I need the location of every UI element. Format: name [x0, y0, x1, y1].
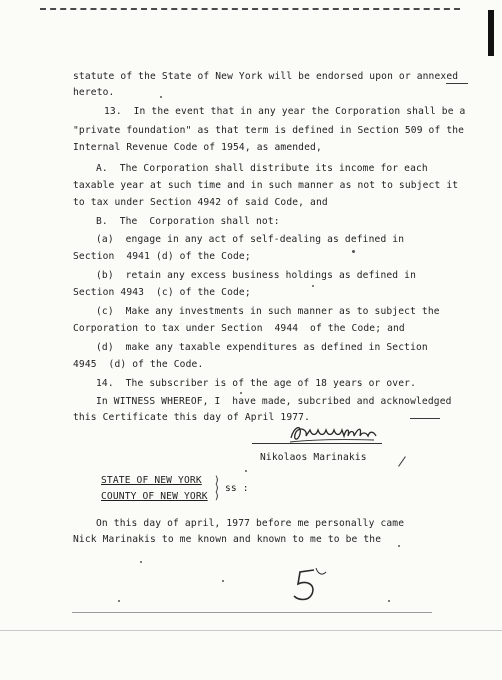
scan-artifact	[446, 83, 468, 84]
signature-line	[252, 443, 382, 444]
scan-speck	[245, 470, 247, 472]
scan-speck	[388, 600, 390, 602]
text-line: Section 4943 (c) of the Code;	[73, 287, 251, 298]
scan-artifact	[410, 418, 440, 419]
scan-speck	[160, 96, 162, 98]
text-line: taxable year at such time and in such manner as not to subject it	[73, 180, 459, 191]
text-line: statute of the State of New York will be endorsed upon or annexed	[73, 71, 459, 82]
text-line: (d) make any taxable expenditures as defined in Section	[96, 342, 428, 353]
text-line: (b) retain any excess business holdings as defined in	[96, 270, 416, 281]
page-bottom-edge	[0, 630, 502, 631]
text-line: (c) Make any investments in such manner as to subject the	[96, 306, 440, 317]
venue-state: STATE OF NEW YORK	[101, 475, 202, 486]
text-line: hereto.	[73, 87, 115, 98]
text-line: On this day of april, 1977 before me personally came	[96, 518, 405, 529]
scan-speck	[222, 580, 224, 582]
text-line: A. The Corporation shall distribute its income for each	[96, 163, 428, 174]
venue-bracket: )	[214, 491, 220, 502]
scan-speck	[240, 392, 242, 394]
text-line: (a) engage in any act of self-dealing as defined in	[96, 234, 405, 245]
venue-bracket: )	[214, 483, 220, 494]
scan-speck	[398, 545, 400, 547]
text-line: Internal Revenue Code of 1954, as amended,	[73, 142, 322, 153]
top-border-dashes	[40, 8, 460, 10]
scan-speck	[118, 600, 120, 602]
text-line: to tax under Section 4942 of said Code, and	[73, 197, 328, 208]
text-line: Section 4941 (d) of the Code;	[73, 251, 251, 262]
text-line: "private foundation" as that term is defined in Section 509 of the	[73, 125, 465, 136]
venue-county: COUNTY OF NEW YORK	[101, 491, 208, 502]
text-line: 13. In the event that in any year the Corporation shall be a	[104, 106, 466, 117]
scan-speck	[312, 285, 314, 287]
venue-bracket: )	[214, 475, 220, 486]
text-line: Corporation to tax under Section 4944 of the Code; and	[73, 323, 405, 334]
scan-speck	[140, 561, 142, 563]
scan-artifact	[72, 612, 432, 613]
text-line: Nick Marinakis to me known and known to me to be the	[73, 534, 382, 545]
scan-artifact	[398, 456, 406, 466]
scan-edge-mark	[488, 10, 494, 56]
text-line: 4945 (d) of the Code.	[73, 359, 204, 370]
text-line: this Certificate this day of April 1977.	[73, 412, 311, 423]
text-line: B. The Corporation shall not:	[96, 216, 280, 227]
handwritten-page-number	[288, 566, 328, 606]
scan-speck	[352, 250, 355, 253]
venue-ss: ss :	[225, 483, 249, 494]
text-line: In WITNESS WHEREOF, I have made, subcribed and acknowledged	[96, 396, 452, 407]
signatory-name: Nikolaos Marinakis	[260, 452, 367, 463]
text-line: 14. The subscriber is of the age of 18 years or over.	[96, 378, 416, 389]
